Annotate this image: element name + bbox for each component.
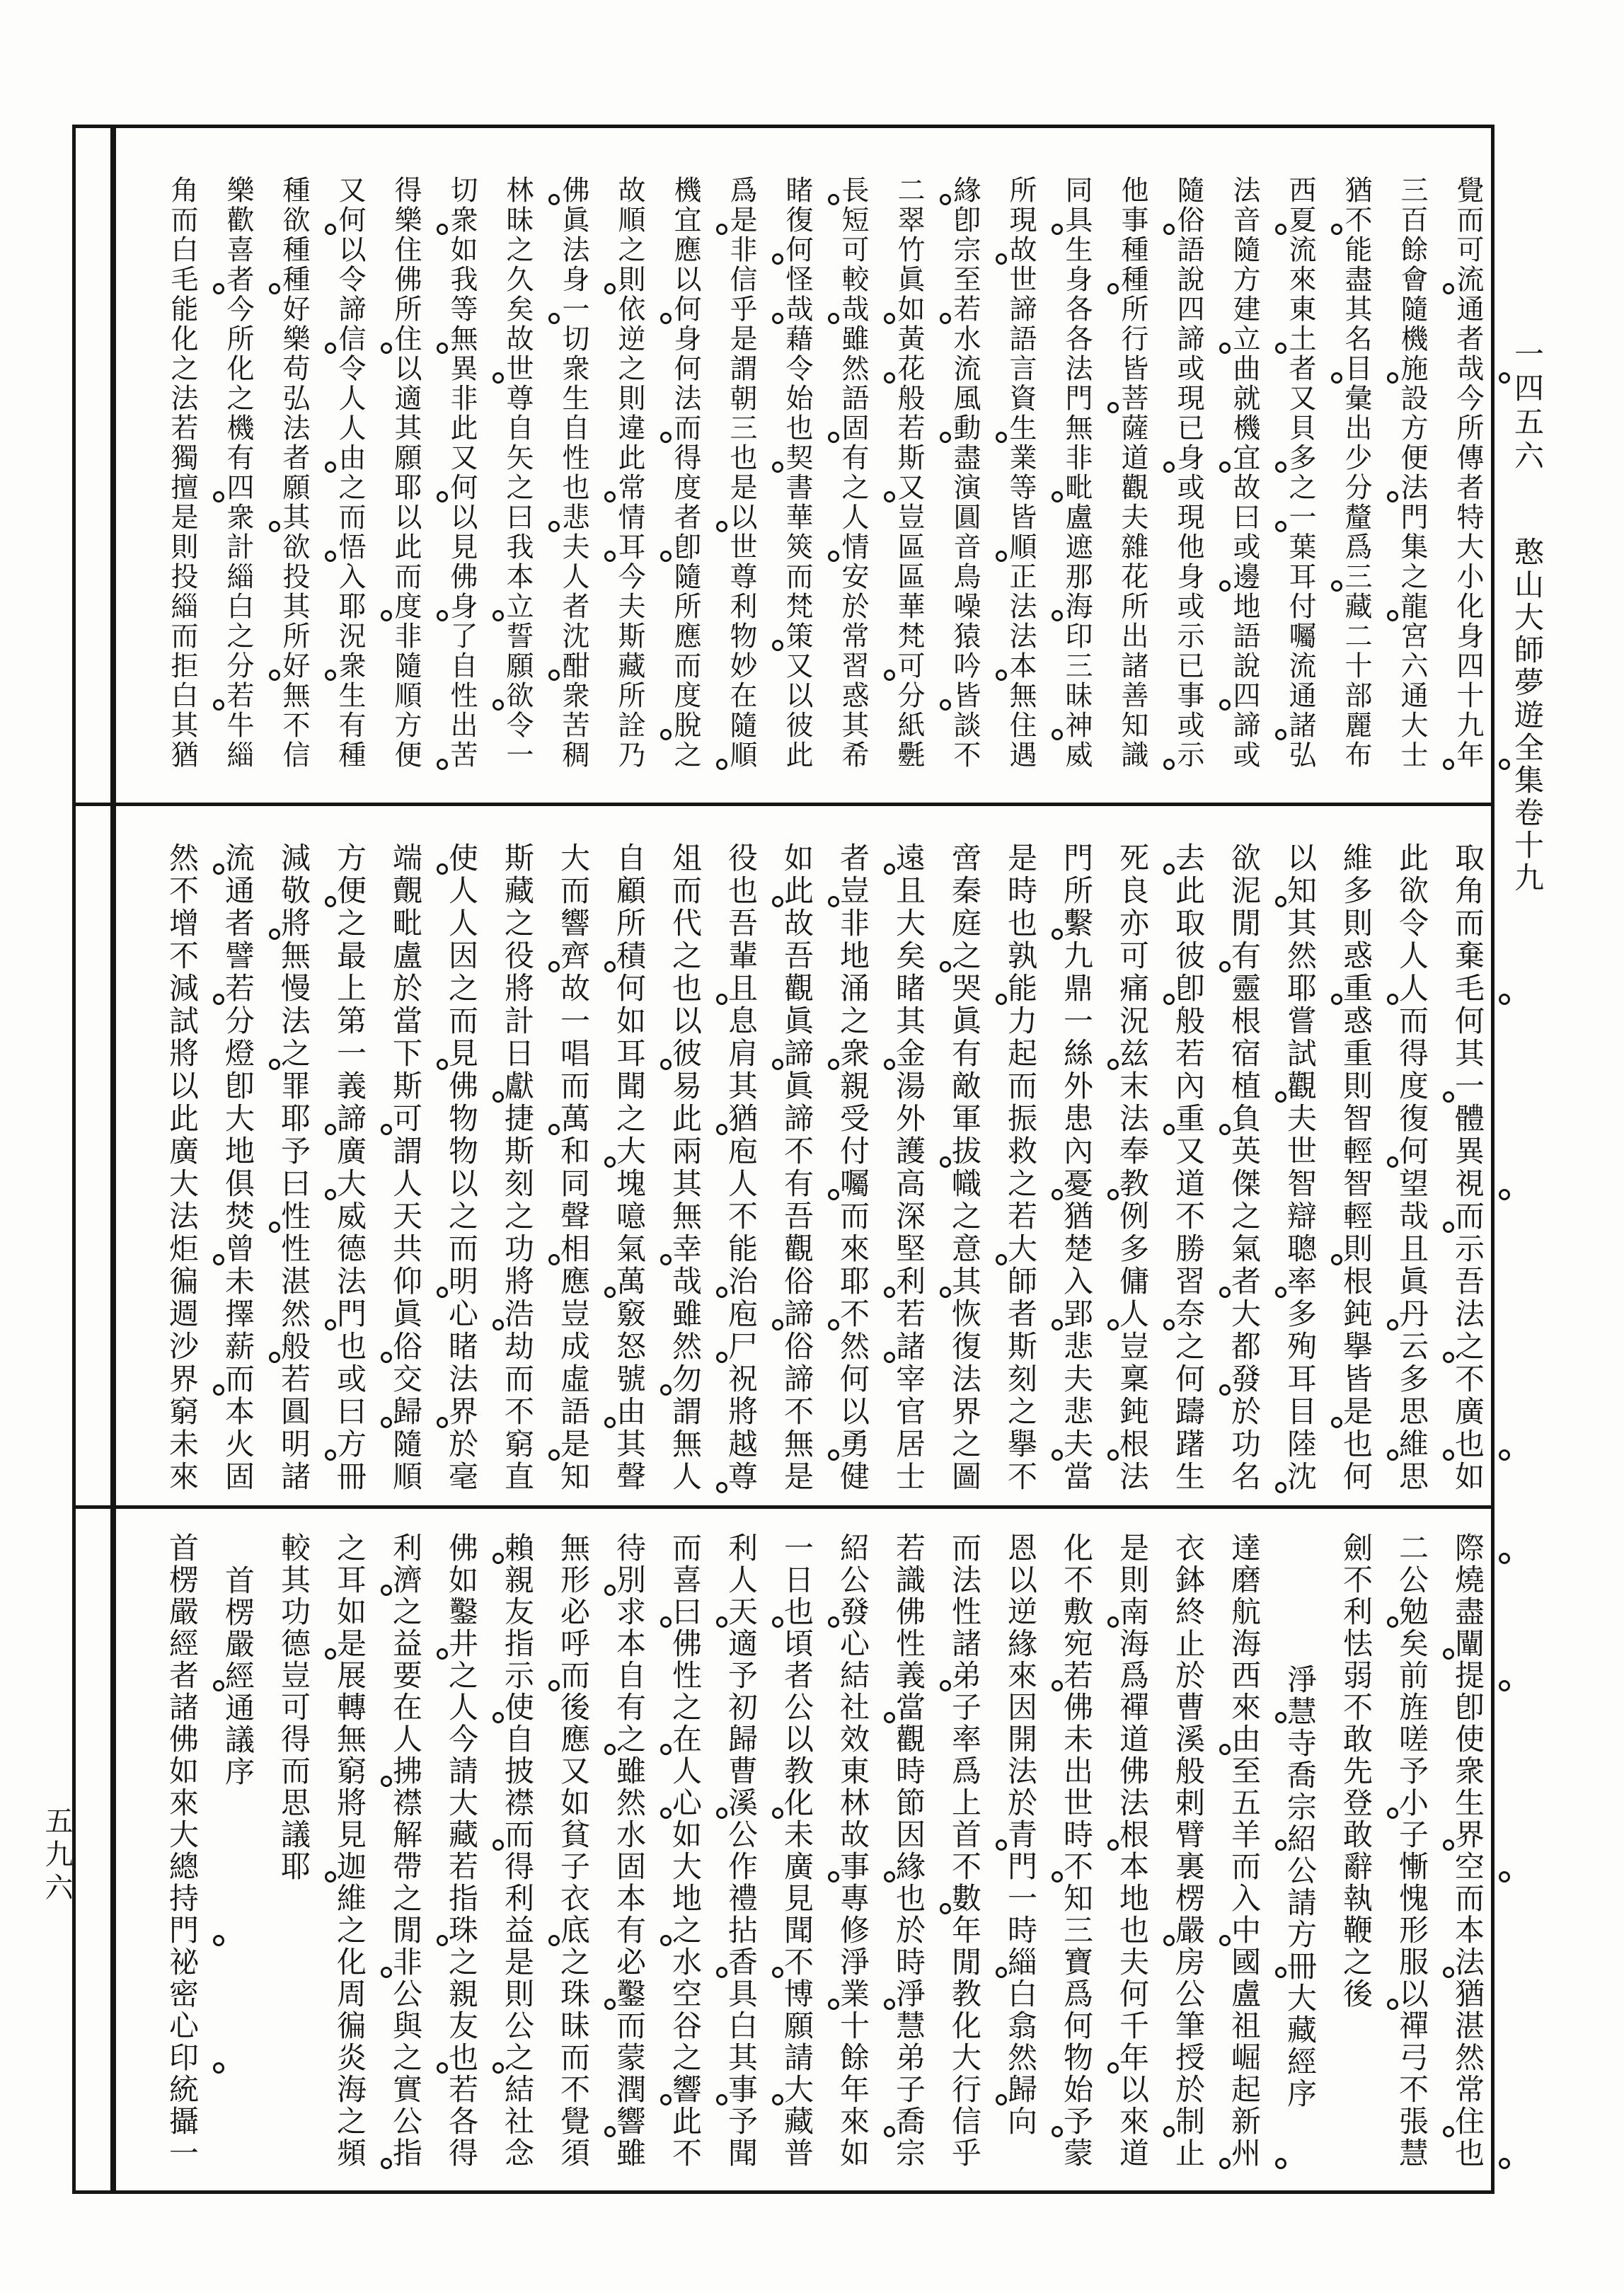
text-column: 是時也孰能力起而振救之若大師者斯刻之擧不 (1003, 842, 1038, 1493)
text-column: 種欲種種好樂苟弘法者願其欲投其所好無不信 (278, 176, 310, 770)
text-column: 自顧所積何如耳聞之大塊噫氣萬竅怒號由其聲 (612, 842, 647, 1493)
text-column: 待別求本自有之雖然水固本有必鑿而蒙潤響雖 (612, 1532, 647, 2169)
text-column: 役也吾輩且息肩其猶庖人不能治庖尸祝將越尊 (724, 842, 759, 1493)
text-column: 恩以逆緣來因開法於青門一時緇白翕然歸向 (1003, 1532, 1038, 2137)
text-column: 端覿毗盧於當下斯可謂人天共仰眞俗交歸隨順 (388, 842, 423, 1493)
text-column: 無形必呼而後應又如貧子衣底之珠昧而不覺須 (556, 1532, 591, 2169)
book-title: 憨山大師夢遊全集卷十九 (1510, 536, 1545, 895)
text-column: 三百餘會隨機施設方便法門集之龍宮六通大士 (1396, 176, 1428, 770)
register-bottom (138, 1532, 1486, 2197)
text-column: 二公勉矣前旌嗟予小子慚愧形服以禪弓不張慧 (1395, 1532, 1429, 2169)
section-title: 首楞嚴經通議序 (221, 1565, 255, 1788)
page-border-left-inner (110, 125, 116, 2194)
text-column: 緣卽宗至若水流風動盡演圓音鳥噪猿吟皆談不 (949, 176, 981, 770)
text-column: 機宜應以何身何法而得度者卽隨所應而度脫之 (669, 176, 701, 770)
text-column: 維多則惑重惑重則智輕智輕則根鈍擧皆是也何 (1339, 842, 1374, 1493)
text-column: 遠且大矣睹其金湯外護高深堅利若諸宰官居士 (892, 842, 926, 1493)
text-column: 者豈非地涌之衆親受付囑而來耶不然何以勇健 (836, 842, 870, 1493)
text-column: 隨俗語說四諦或現已身或現他身或示已事或示 (1173, 176, 1204, 770)
text-column: 劍不利怯弱不敢先登敢辭執鞭之後 (1339, 1532, 1374, 2010)
text-column: 長短可較哉雖然語固有之人情安於常習惑其希 (837, 176, 869, 770)
text-column: 猶不能盡其名目彙出少分釐爲三藏二十部麗布 (1340, 176, 1372, 770)
text-column: 又何以令諦信令人人由之而悟入耶況衆生有種 (334, 176, 366, 770)
text-column: 際燒盡闡提卽使衆生界空而本法猶湛然常住也 (1451, 1532, 1485, 2169)
text-column: 使人人因之而見佛物物以之而明心睹法界於毫 (444, 842, 479, 1493)
text-column: 達磨航海西來由至五羊而入中國盧祖崛起新州 (1227, 1532, 1262, 2169)
text-column: 啻秦庭之哭眞有敵軍拔幟之意其恢復法界之圖 (948, 842, 982, 1493)
text-column: 利濟之益要在人拂襟解帶之閒非公與之實公指 (388, 1532, 423, 2169)
text-column: 切衆如我等無異非此又何以見佛身了自性出苦 (446, 176, 478, 770)
register-middle (138, 842, 1486, 1500)
text-column: 佛如鑿井之人今請大藏若指珠之親友也若各得 (444, 1532, 479, 2169)
text-column: 法音隨方建立曲就機宜故曰或邊地語說四諦或 (1228, 176, 1260, 770)
text-column: 大而響齊故一唱而萬和同聲相應豈成虛語是知 (556, 842, 591, 1493)
text-column: 化不敷宛若佛未出世時不知三寶爲何物始予蒙 (1059, 1532, 1094, 2169)
text-column: 較其功德豈可得而思議耶 (277, 1532, 311, 1883)
text-column: 欲泥閒有靈根宿植負英傑之氣者大都發於功名 (1227, 842, 1262, 1493)
text-column: 賴親友指示使自披襟而得利益是則公之結社念 (500, 1532, 535, 2169)
text-column: 之耳如是展轉無窮將見迦維之化周徧炎海之頻 (333, 1532, 367, 2169)
text-column: 斯藏之役將計日獻捷斯刻之功將浩劫而不窮直 (500, 842, 535, 1493)
text-column: 是則南海爲禪道佛法根本地也夫何千年以來道 (1115, 1532, 1150, 2169)
text-column: 一日也頃者公以教化未廣見聞不博願請大藏普 (780, 1532, 814, 2169)
text-column: 以知其然耶嘗試觀夫世智辯聰率多殉耳目陸沈 (1283, 842, 1318, 1493)
text-column: 佛眞法身一切衆生自性也悲夫人者沈酣衆苦稠 (558, 176, 589, 770)
register-top (138, 176, 1486, 812)
text-column: 流通者譬若分燈卽大地俱焚曾未擇薪而本火固 (221, 842, 255, 1493)
text-column: 覺而可流通者哉今所傳者特大小化身四十九年 (1452, 176, 1484, 770)
text-column: 如此故吾觀眞諦眞諦不有吾觀俗諦俗諦不無是 (780, 842, 814, 1493)
folio-number: 一四五六 (1510, 338, 1545, 474)
text-column: 減敬將無慢法之罪耶予曰性性湛然般若圓明諸 (277, 842, 311, 1493)
text-column: 俎而代之也以彼易此兩其無幸哉雖然勿謂無人 (668, 842, 703, 1493)
text-column: 角而白毛能化之法若獨擅是則投緇而拒白其猶 (166, 176, 198, 770)
text-column: 故順之則依逆之則違此常情耳今夫斯藏所詮乃 (614, 176, 645, 770)
text-column: 此欲令人人而得度復何望哉且眞丹云多思維思 (1395, 842, 1429, 1493)
text-column: 樂歡喜者今所化之機有四衆計緇白之分若牛緇 (222, 176, 254, 770)
text-column: 林昧之久矣故世尊自矢之曰我本立誓願欲令一 (502, 176, 534, 770)
text-column: 而喜曰佛性之在人心如大地之水空谷之響此不 (668, 1532, 703, 2169)
text-column: 爲是非信乎是謂朝三也是以世尊利物妙在隨順 (725, 176, 757, 770)
text-column: 睹復何怪哉藉令始也契書華筴而梵策又以彼此 (781, 176, 813, 770)
page-number: 五九六 (40, 1806, 73, 1906)
text-column: 紹公發心結社效東林故事專修淨業十餘年來如 (836, 1532, 870, 2169)
text-column: 利人天適予初歸曹溪公作禮拈香具白其事予聞 (724, 1532, 759, 2169)
text-column: 衣鉢終止於曹溪般剌臂裏楞嚴房公筆授於制止 (1171, 1532, 1206, 2169)
text-column: 去此取彼卽般若內重又道不勝習奈之何躊躇生 (1171, 842, 1206, 1493)
text-column: 得樂住佛所住以適其願耶以此而度非隨順方便 (390, 176, 422, 770)
text-column: 方便之最上第一義諦廣大威德法門也或曰方冊 (333, 842, 367, 1493)
register-divider-bottom (72, 1505, 1495, 1509)
text-column: 他事種種所行皆菩薩道觀夫雜花所出諸善知識 (1117, 176, 1148, 770)
section-title: 淨慧寺喬宗紹公請方冊大藏經序 (1283, 1664, 1318, 2110)
text-column: 同具生身各各法門無非毗盧遮那海印三昧神威 (1061, 176, 1093, 770)
text-column: 首楞嚴經者諸佛如來大總持門祕密心印統攝一 (165, 1532, 200, 2169)
text-column: 死良亦可痛況兹末法奉教例多傭人豈稟鈍根法 (1115, 842, 1150, 1493)
text-column: 而法性諸弟子率爲上首不數年閒教化大行信乎 (948, 1532, 982, 2169)
text-column: 二翠竹眞如黃花般若斯又豈區區華梵可分紙氎 (893, 176, 925, 770)
text-column: 若識佛性義當觀時節因緣也於時淨慧弟子喬宗 (892, 1532, 926, 2169)
text-column: 門所繫九鼎一絲外患內憂猶楚入郢悲夫悲夫當 (1059, 842, 1094, 1493)
text-column: 取角而棄毛何其一體異視而示吾法之不廣也如 (1451, 842, 1485, 1493)
text-column: 西夏流來東土者又貝多之一葉耳付囑流通諸弘 (1284, 176, 1316, 770)
text-column: 然不增不減試將以此廣大法炬徧週沙界窮未來 (165, 842, 200, 1493)
text-column: 所現故世諦語言資生業等皆順正法法本無住遇 (1005, 176, 1037, 770)
